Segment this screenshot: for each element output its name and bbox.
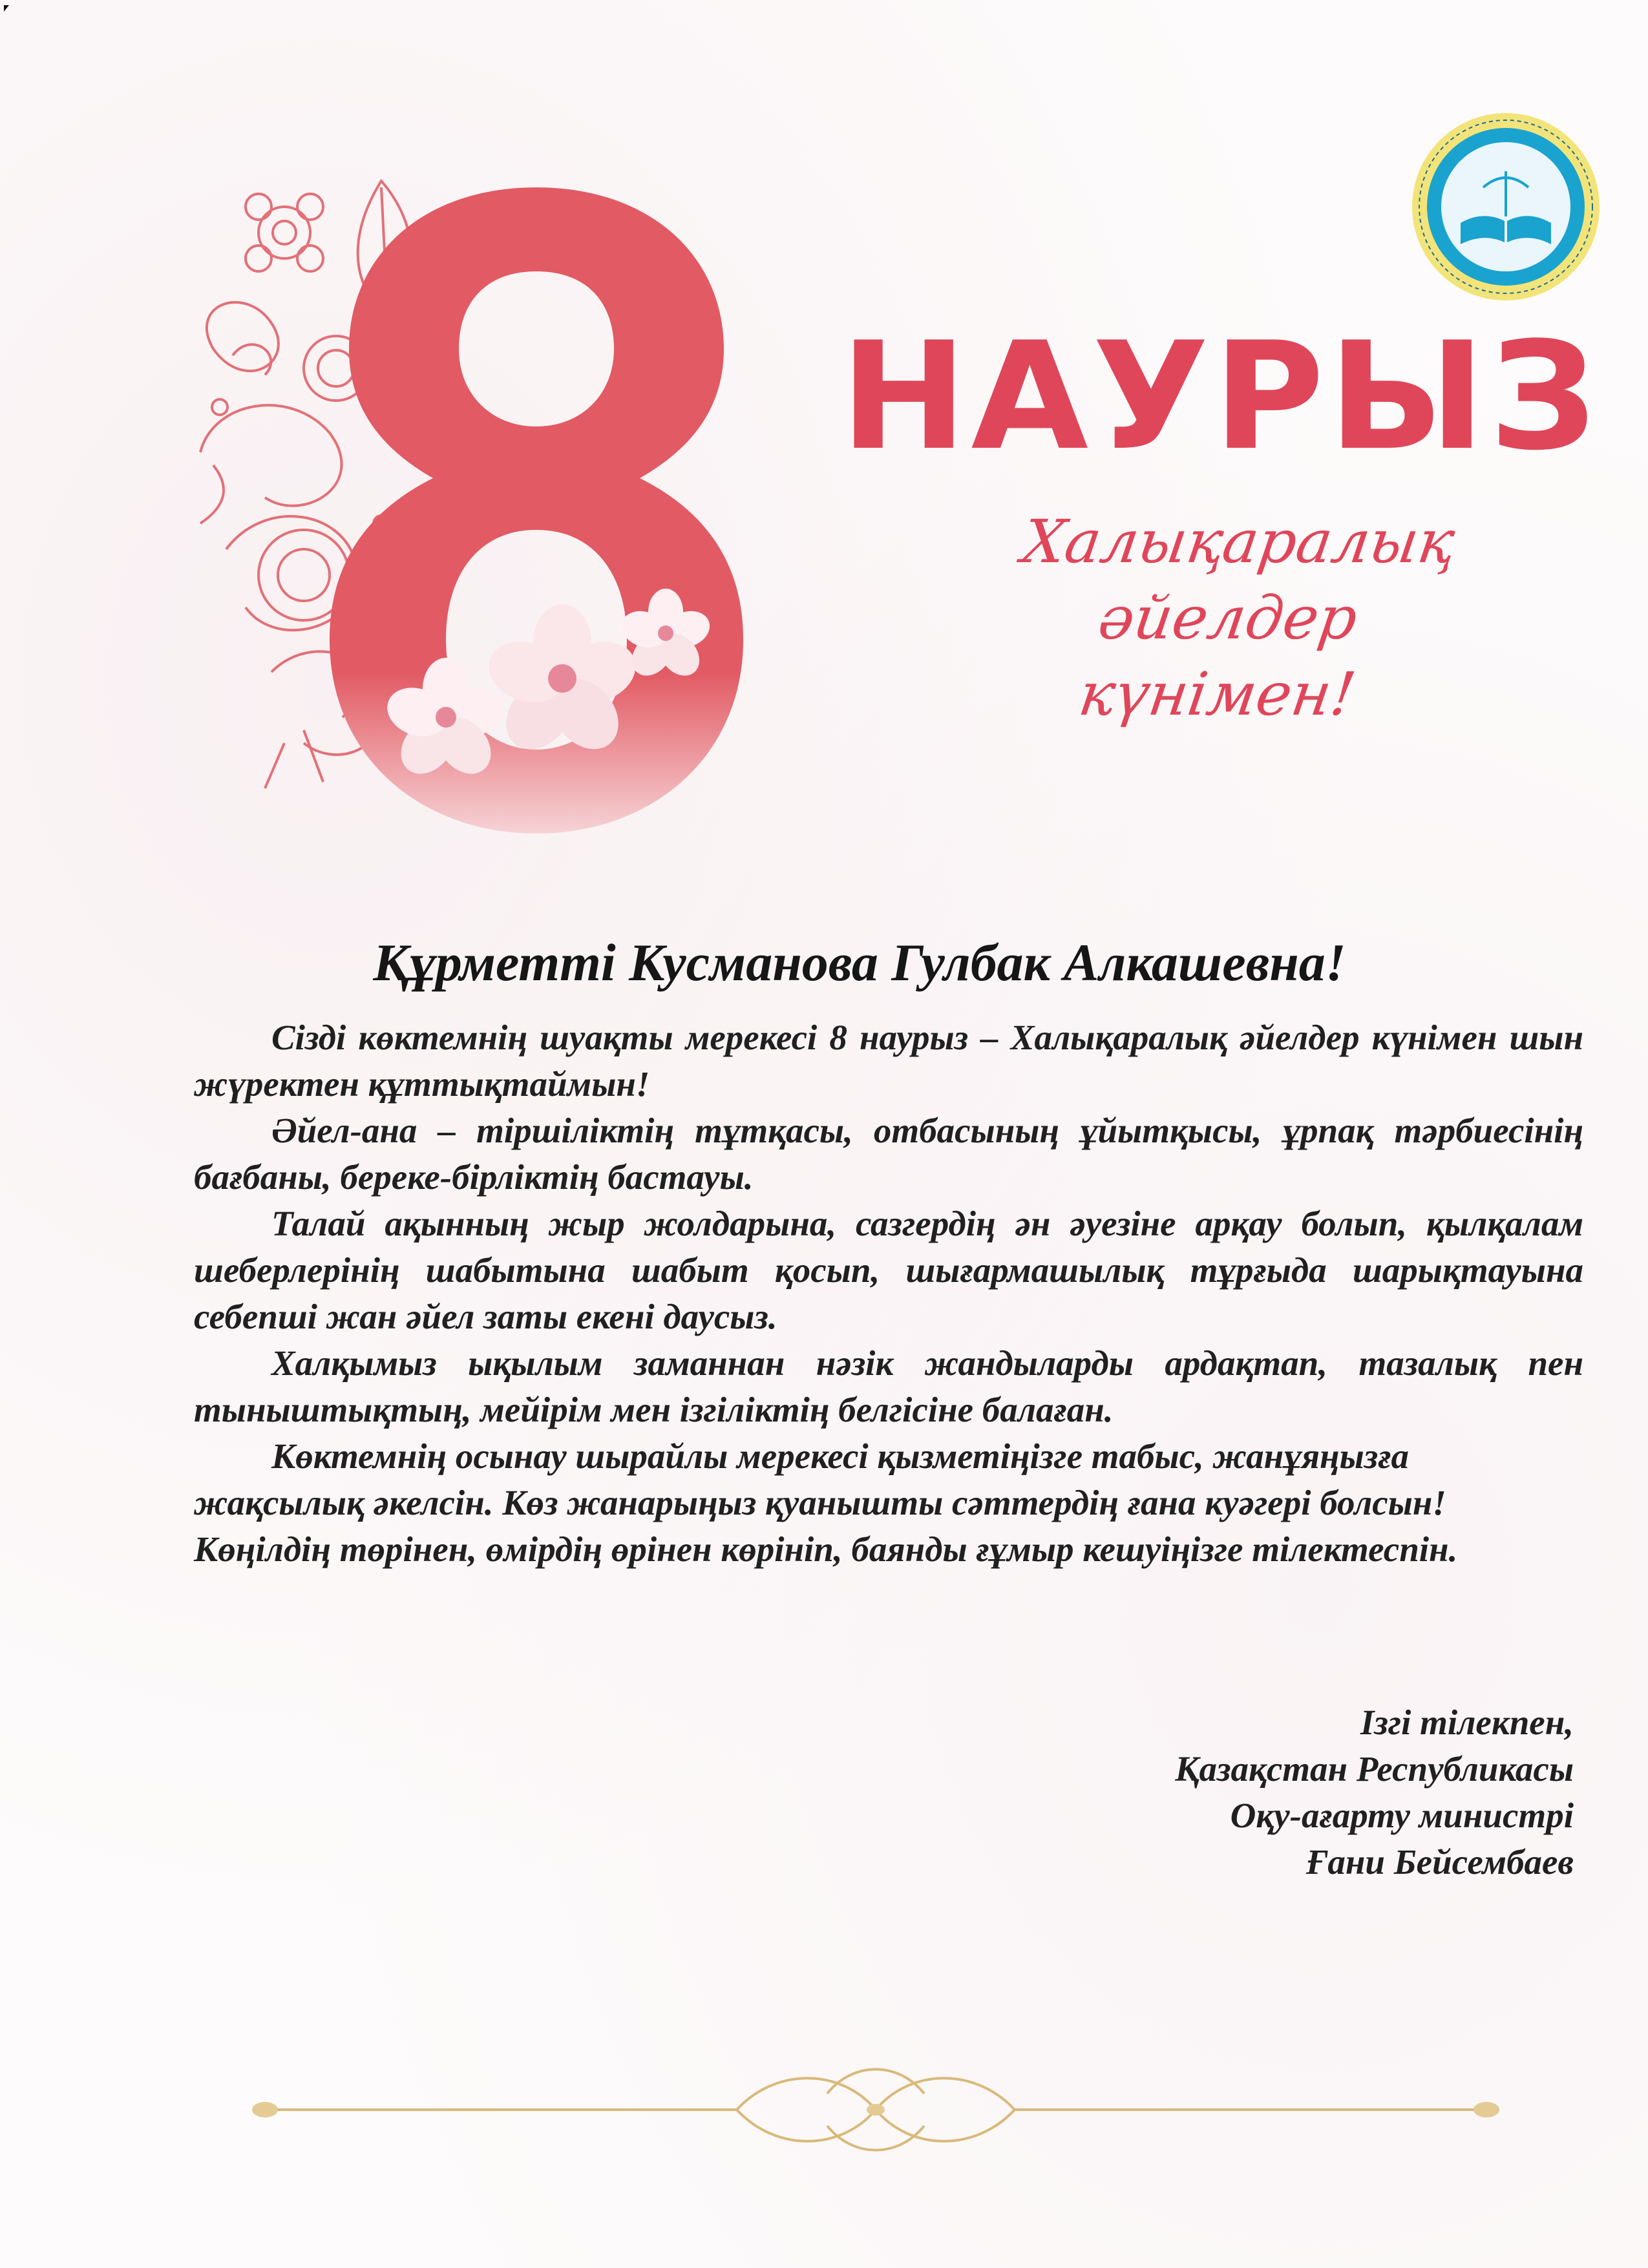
signature-name: Ғани Бейсембаев bbox=[1306, 1842, 1574, 1882]
letter-body bbox=[194, 1014, 1583, 1573]
subtitle-line-1: Халықаралық bbox=[1018, 507, 1459, 576]
subtitle-line-2: әйелдер күнімен! bbox=[1075, 583, 1362, 729]
footer-flourish bbox=[246, 2055, 1506, 2165]
ministry-emblem bbox=[1409, 110, 1603, 304]
holiday-subtitle bbox=[973, 504, 1483, 733]
letter-greeting: Құрметті Кусманова Гулбак Алкашевна! bbox=[373, 933, 1346, 992]
signature-block bbox=[927, 1699, 1574, 1885]
letter-paragraph: Әйел-ана – тіршіліктің тұтқасы, отбасының ұйытқысы, ұрпақ тәрбиесінің бағбаны, береке-бірліктің бастауы. bbox=[194, 1111, 1583, 1197]
letter-paragraph: Сізді көктемнің шуақты мерекесі 8 наурыз – Халықаралық әйелдер күнімен шын жүректен құттықтаймын! bbox=[194, 1018, 1583, 1104]
signature-closing: Ізгі тілекпен, bbox=[1360, 1703, 1574, 1742]
floral-eight-ornament bbox=[174, 162, 821, 872]
signature-org-line-1: Қазақстан Республикасы bbox=[1175, 1749, 1574, 1789]
letter-paragraph: Халқымыз ықылым заманнан нәзік жандыларды ардақтап, тазалық пен тыныштықтың, мейірім мен ізгіліктің белгісіне балаған. bbox=[194, 1343, 1583, 1429]
signature-org-line-2: Оқу-ағарту министрі bbox=[1230, 1796, 1574, 1835]
letter-paragraph: Талай ақынның жыр жолдарына, сазгердің ән әуезіне арқау болып, қылқалам шеберлерінің шабытына шабыт қосып, шығармашылық тұрғыда шарықтауына себепші жан әйел заты екені даусыз. bbox=[194, 1204, 1583, 1336]
letter-paragraph: Көктемнің осынау шырайлы мерекесі қызметіңізге табыс, жанұяңызға жақсылық әкелсін. Көз жанарыңыз қуанышты сәттердің ғана куәгері болсын! Көңілдің төрінен, өмірдің өрінен көрініп, баянды ғұмыр кешуіңізге тілектеспін. bbox=[194, 1436, 1458, 1569]
holiday-title: НАУРЫЗ bbox=[840, 311, 1601, 483]
